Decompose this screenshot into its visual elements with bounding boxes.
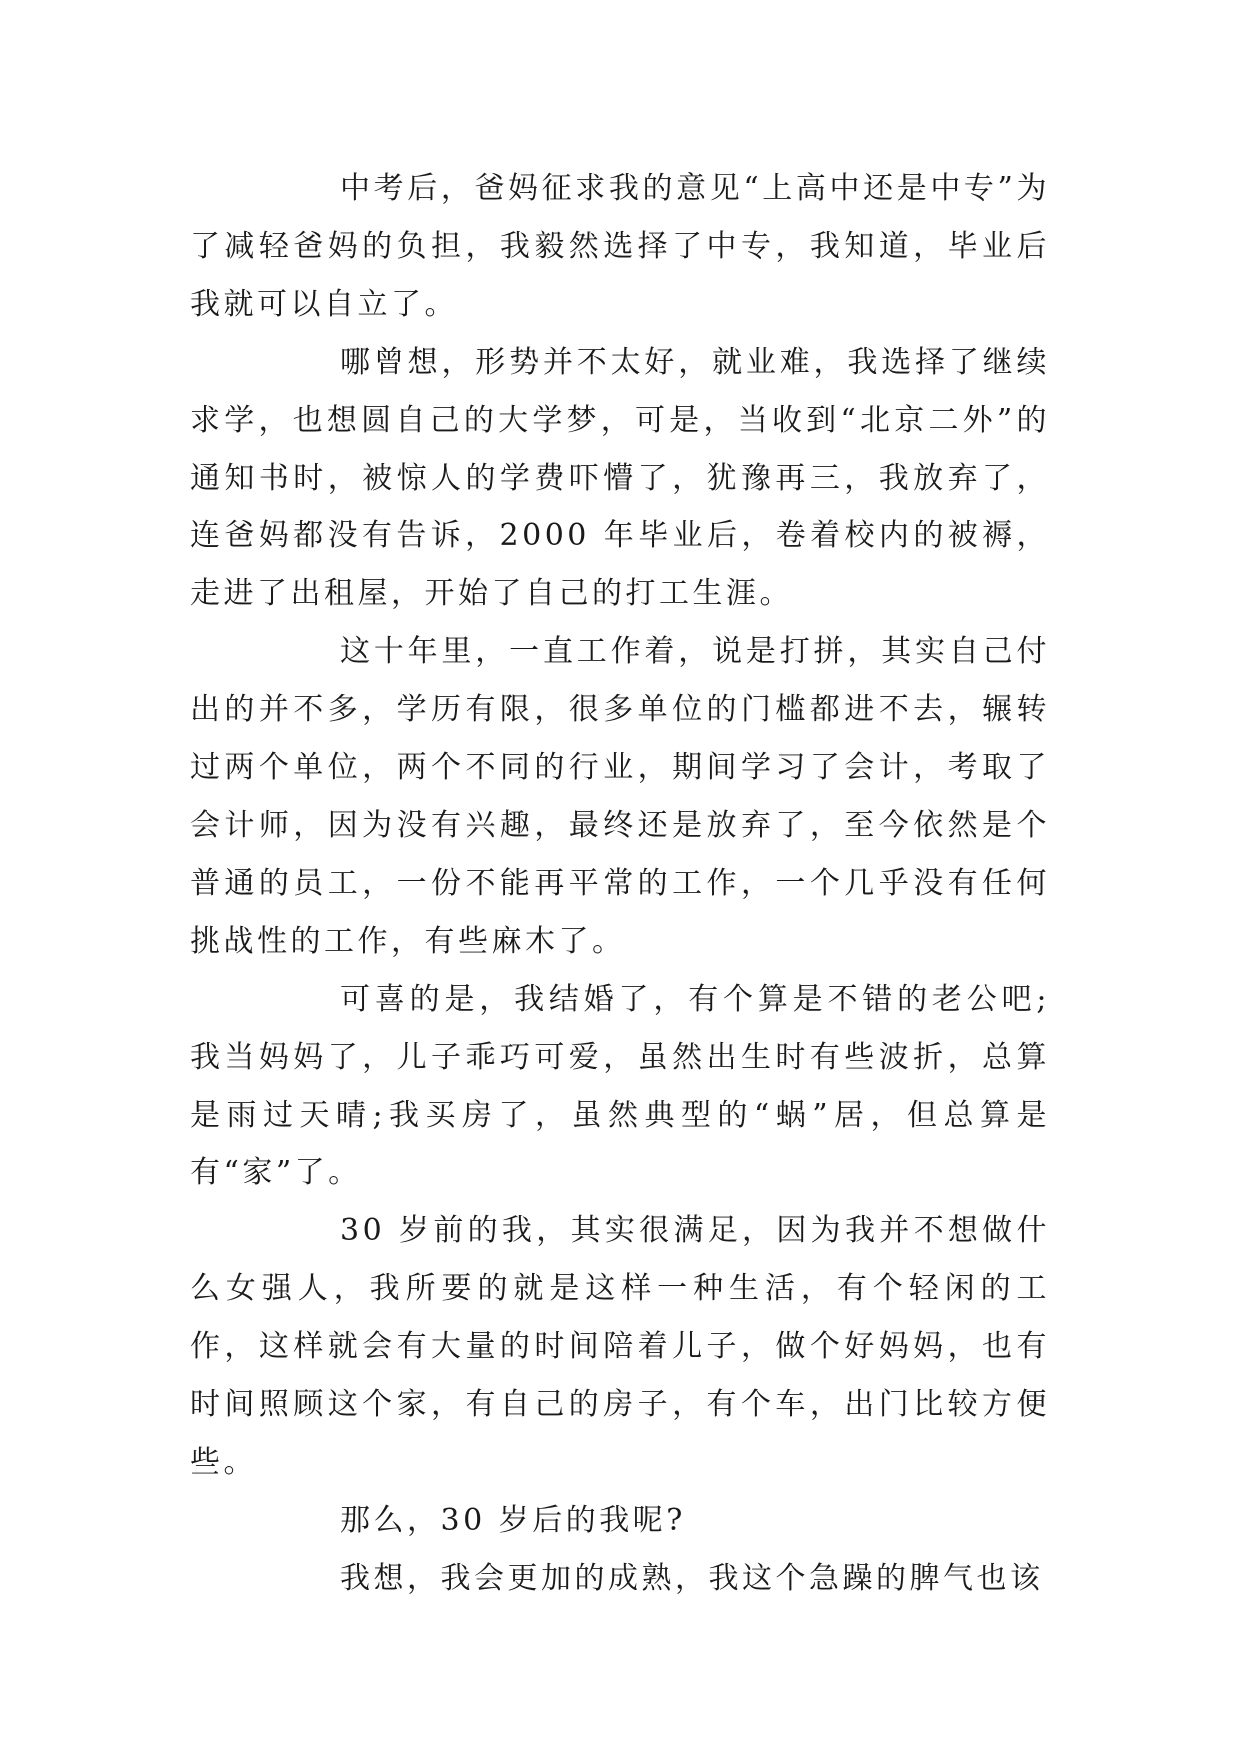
- body-text: [190, 160, 1050, 1608]
- paragraph-6: 那么，30 岁后的我呢?: [340, 1502, 686, 1538]
- paragraph-2: 哪曾想，形势并不太好，就业难，我选择了继续求学，也想圆自己的大学梦，可是，当收到“北京二外”的通知书时，被惊人的学费吓懵了，犹豫再三，我放弃了，连爸妈都没有告诉，2000 年毕业后，卷着校内的被褥，走进了出租屋，开始了自己的打工生涯。: [190, 344, 1050, 612]
- paragraph-7: 我想，我会更加的成熟，我这个急躁的脾气也该: [340, 1560, 1044, 1596]
- paragraph-4: 可喜的是，我结婚了，有个算是不错的老公吧;我当妈妈了，儿子乖巧可爱，虽然出生时有些波折，总算是雨过天晴;我买房了，虽然典型的“蜗”居，但总算是有“家”了。: [190, 981, 1050, 1191]
- paragraph-5: 30 岁前的我，其实很满足，因为我并不想做什么女强人，我所要的就是这样一种生活，有个轻闲的工作，这样就会有大量的时间陪着儿子，做个好妈妈，也有时间照顾这个家，有自己的房子，有个车，出门比较方便些。: [190, 1213, 1050, 1480]
- paragraph-3: 这十年里，一直工作着，说是打拼，其实自己付出的并不多，学历有限，很多单位的门槛都进不去，辗转过两个单位，两个不同的行业，期间学习了会计，考取了会计师，因为没有兴趣，最终还是放弃了，至今依然是个普通的员工，一份不能再平常的工作，一个几乎没有任何挑战性的工作，有些麻木了。: [190, 634, 1050, 959]
- paragraph-1: 中考后，爸妈征求我的意见“上高中还是中专”为了减轻爸妈的负担，我毅然选择了中专，我知道，毕业后我就可以自立了。: [190, 171, 1050, 322]
